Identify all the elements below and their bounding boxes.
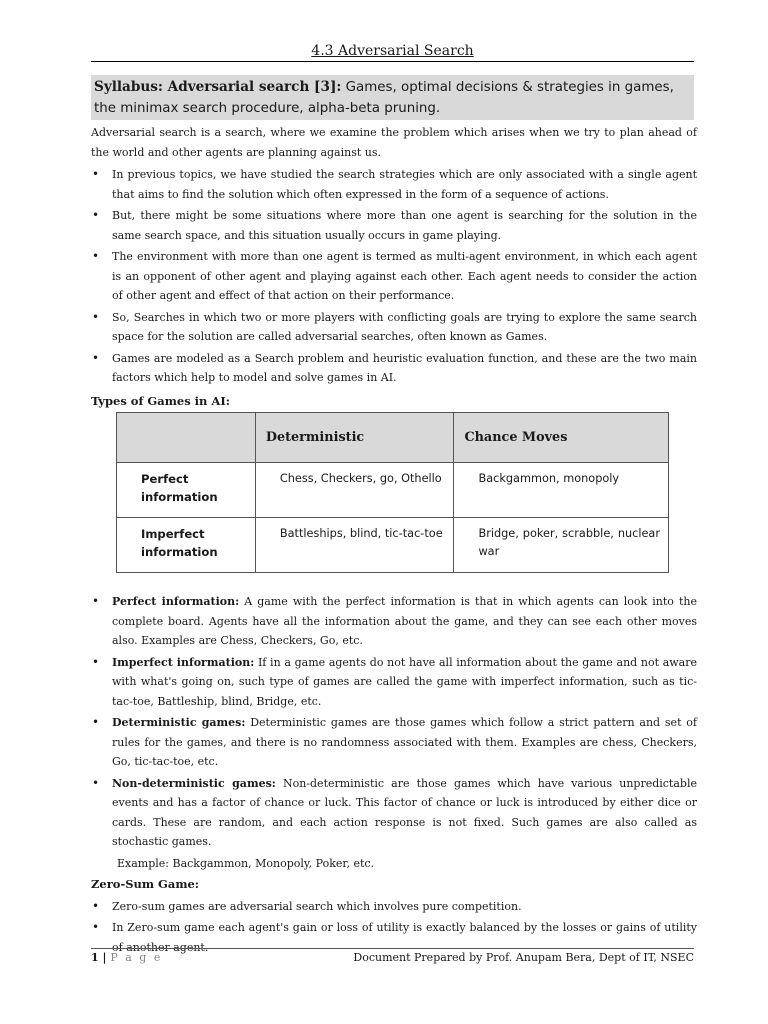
page-number: 1: [91, 951, 99, 964]
footer-credit: Document Prepared by Prof. Anupam Bera, Dept of IT, NSEC: [353, 951, 694, 964]
page-header: [91, 43, 694, 62]
page-footer: [91, 948, 694, 964]
definition-term: Non-deterministic games:: [112, 776, 276, 790]
definition-text: A game with the perfect information is that in which agents can look into the complete board. Agents have all the information about the game, and they can see each other moves also. Examples are Chess, Checkers, Go, etc.: [112, 595, 697, 647]
intro-section: [91, 123, 697, 411]
table-header-row: [117, 413, 669, 463]
definitions-section: [91, 592, 697, 959]
page-number-label: [91, 951, 162, 964]
list-item: • But, there might be some situations where more than one agent is searching for the solution in the same search space, and this situation usually occurs in game playing.: [91, 206, 697, 245]
table-row: [117, 518, 669, 573]
definition-term: Perfect information:: [112, 595, 240, 608]
table-cell: Battleships, blind, tic-tac-toe: [255, 518, 454, 573]
page-word: P a g e: [110, 951, 163, 964]
syllabus-label: Syllabus: Adversarial search [3]:: [94, 79, 342, 95]
table-cell: Chess, Checkers, go, Othello: [255, 463, 454, 518]
table-header-cell: Deterministic: [255, 413, 454, 463]
page-title: 4.3 Adversarial Search: [311, 43, 474, 59]
list-item: [91, 592, 697, 651]
list-item: • In Zero-sum game each agent's gain or loss of utility is exactly balanced by the losses or gains of utility of another agent.: [91, 918, 697, 957]
table-header-cell: [117, 413, 256, 463]
example-line: Example: Backgammon, Monopoly, Poker, etc.: [117, 856, 375, 870]
table-cell: Backgammon, monopoly: [454, 463, 669, 518]
definition-text: Deterministic games are those games which follow a strict pattern and set of rules for the games, and there is no randomness associated with them. Examples are chess, Checkers, Go, tic-tac-toe, etc.: [112, 716, 697, 768]
list-item: • The environment with more than one agent is termed as multi-agent environment, in which each agent is an opponent of other agent and playing against each other. Each agent needs to consider the action of other agent and effect of that action on their performance.: [91, 247, 697, 306]
table-header-cell: Chance Moves: [454, 413, 669, 463]
list-item: • Games are modeled as a Search problem and heuristic evaluation function, and these are the two main factors which help to model and solve games in AI.: [91, 349, 697, 388]
definition-list: [91, 592, 697, 852]
list-item: • So, Searches in which two or more players with conflicting goals are trying to explore the same search space for the solution are called adversarial searches, often known as Games.: [91, 308, 697, 347]
game-types-table: [116, 412, 669, 573]
definition-text: If in a game agents do not have all information about the game and not aware with what's going on, such type of games are called the game with imperfect information, such as tic-tac-toe, Battleship, blind, Bridge, etc.: [112, 655, 697, 708]
zero-sum-title: Zero-Sum Game:: [91, 877, 200, 891]
page-separator: |: [98, 951, 111, 964]
row-label: Imperfect information: [117, 518, 256, 573]
definition-term: Imperfect information:: [112, 655, 255, 669]
definition-term: Deterministic games:: [112, 716, 246, 729]
table-row: [117, 463, 669, 518]
syllabus-text: Games, optimal decisions & strategies in games, the minimax search procedure, alpha-beta pruning.: [94, 80, 674, 116]
table-cell: Bridge, poker, scrabble, nuclear war: [454, 518, 669, 573]
list-item: • Zero-sum games are adversarial search which involves pure competition.: [91, 897, 697, 917]
list-item: [91, 653, 697, 712]
list-item: [91, 774, 697, 852]
types-title: Types of Games in AI:: [91, 393, 230, 408]
list-item: [91, 713, 697, 772]
syllabus-box: [91, 75, 694, 120]
intro-paragraph: Adversarial search is a search, where we examine the problem which arises when we try to plan ahead of the world and other agents are planning against us.: [91, 126, 697, 159]
definition-text: Non-deterministic are those games which have various unpredictable events and has a factor of chance or luck. This factor of chance or luck is introduced by either dice or cards. These are random, and each action response is not fixed. Such games are also called as stochastic games.: [112, 776, 697, 848]
list-item: • In previous topics, we have studied the search strategies which are only associated with a single agent that aims to find the solution which often expressed in the form of a sequence of actions.: [91, 165, 697, 204]
row-label: Perfect information: [117, 463, 256, 518]
intro-bullet-list: [91, 165, 697, 388]
